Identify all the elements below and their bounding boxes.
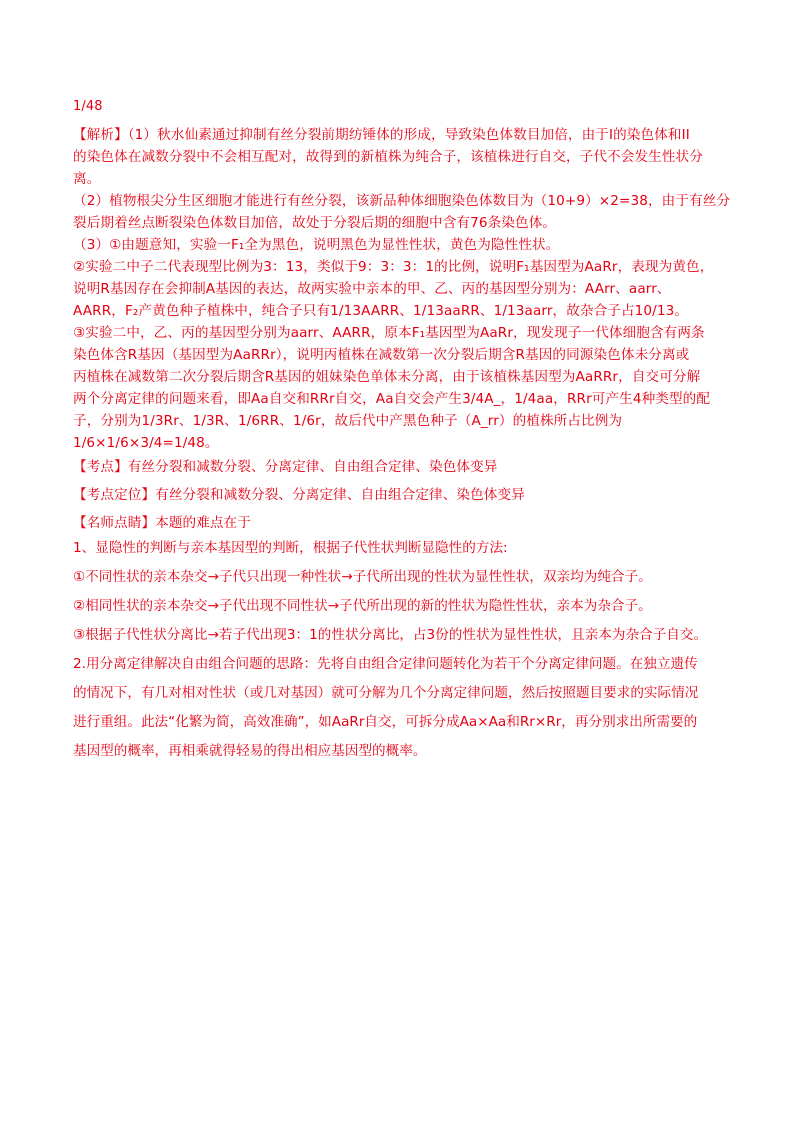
analysis-para1-line2: 的染色体在减数分裂中不会相互配对，故得到的新植株为纯合子，该植株进行自交，子代不会发生性状分	[73, 149, 703, 165]
analysis-para5-line3: 丙植株在减数第二次分裂后期含R基因的姐妹染色单体未分离，由于该植株基因型为AaRRr，自交可分解	[73, 369, 701, 385]
analysis-para2-line1: （2）植物根尖分生区细胞才能进行有丝分裂，该新品种体细胞染色体数目为（10+9）×2=38，由于有丝分	[73, 193, 731, 209]
kaodian: 【考点】有丝分裂和减数分裂、分离定律、自由组合定律、染色体变异	[73, 459, 498, 475]
analysis-para4-line3: AARR，F₂产黄色种子植株中，纯合子只有1/13AARR、1/13aaRR、1/13aarr，故杂合子占10/13。	[73, 303, 689, 319]
answer-content	[73, 96, 733, 766]
analysis-para1-line3: 离。	[73, 171, 101, 187]
analysis-para2-line2: 裂后期着丝点断裂染色体数目加倍，故处于分裂后期的细胞中含有76条染色体。	[73, 215, 557, 231]
analysis-para3-line1: （3）①由题意知，实验一F₁全为黑色，说明黑色为显性性状，黄色为隐性性状。	[73, 237, 560, 253]
mingshi-line3: ②相同性状的亲本杂交→子代出现不同性状→子代所出现的新的性状为隐性性状，亲本为杂合子。	[73, 598, 652, 614]
analysis-para4-line2: 说明R基因存在会抑制A基因的表达，故两实验中亲本的甲、乙、丙的基因型分别为：AArr、aarr、	[73, 281, 671, 297]
analysis-para5-line4: 两个分离定律的问题来看，即Aa自交和RRr自交，Aa自交会产生3/4A_，1/4aa，RRr可产生4种类型的配	[73, 391, 711, 407]
mingshi-line4: ③根据子代性状分离比→若子代出现3：1的性状分离比，占3份的性状为显性性状，且亲本为杂合子自交。	[73, 627, 708, 643]
analysis-para1-line1: 【解析】（1）秋水仙素通过抑制有丝分裂前期纺锤体的形成，导致染色体数目加倍，由于I的染色体和II	[73, 127, 690, 143]
mingshi-line2: ①不同性状的亲本杂交→子代只出现一种性状→子代所出现的性状为显性性状，双亲均为纯合子。	[73, 569, 652, 585]
mingshi-para2-line4: 基因型的概率，再相乘就得轻易的得出相应基因型的概率。	[73, 743, 427, 759]
analysis-para4-line1: ②实验二中子二代表现型比例为3：13，类似于9：3：3：1的比例，说明F₁基因型为AaRr，表现为黄色，	[73, 259, 714, 275]
mingshi-line1: 1、显隐性的判断与亲本基因型的判断，根据子代性状判断显隐性的方法:	[73, 540, 508, 556]
mingshi-para2-line3: 进行重组。此法“化繁为简，高效准确”，如AaRr自交，可拆分成Aa×Aa和Rr×Rr，再分别求出所需要的	[73, 714, 698, 730]
analysis-para5-line1: ③实验二中，乙、丙的基因型分别为aarr、AARR，原本F₁基因型为AaRr，现发现子一代体细胞含有两条	[73, 325, 705, 341]
mingshi-heading: 【名师点睛】本题的难点在于	[73, 515, 252, 531]
mingshi-para2-line1: 2.用分离定律解决自由组合问题的思路：先将自由组合定律问题转化为若干个分离定律问题。在独立遗传	[73, 656, 698, 672]
analysis-para5-line2: 染色体含R基因（基因型为AaRRr），说明丙植株在减数第一次分裂后期含R基因的同源染色体未分离或	[73, 347, 690, 363]
analysis-para5-line5: 子，分别为1/3Rr、1/3R、1/6RR、1/6r，故后代中产黑色种子（A_rr）的植株所占比例为	[73, 413, 623, 429]
page-number: 1/48	[73, 99, 103, 114]
mingshi-para2-line2: 的情况下，有几对相对性状（或几对基因）就可分解为几个分离定律问题，然后按照题目要求的实际情况	[73, 685, 699, 701]
analysis-para5-line6: 1/6×1/6×3/4=1/48。	[73, 435, 219, 451]
kaodian-dingwei: 【考点定位】有丝分裂和减数分裂、分离定律、自由组合定律、染色体变异	[73, 487, 525, 503]
